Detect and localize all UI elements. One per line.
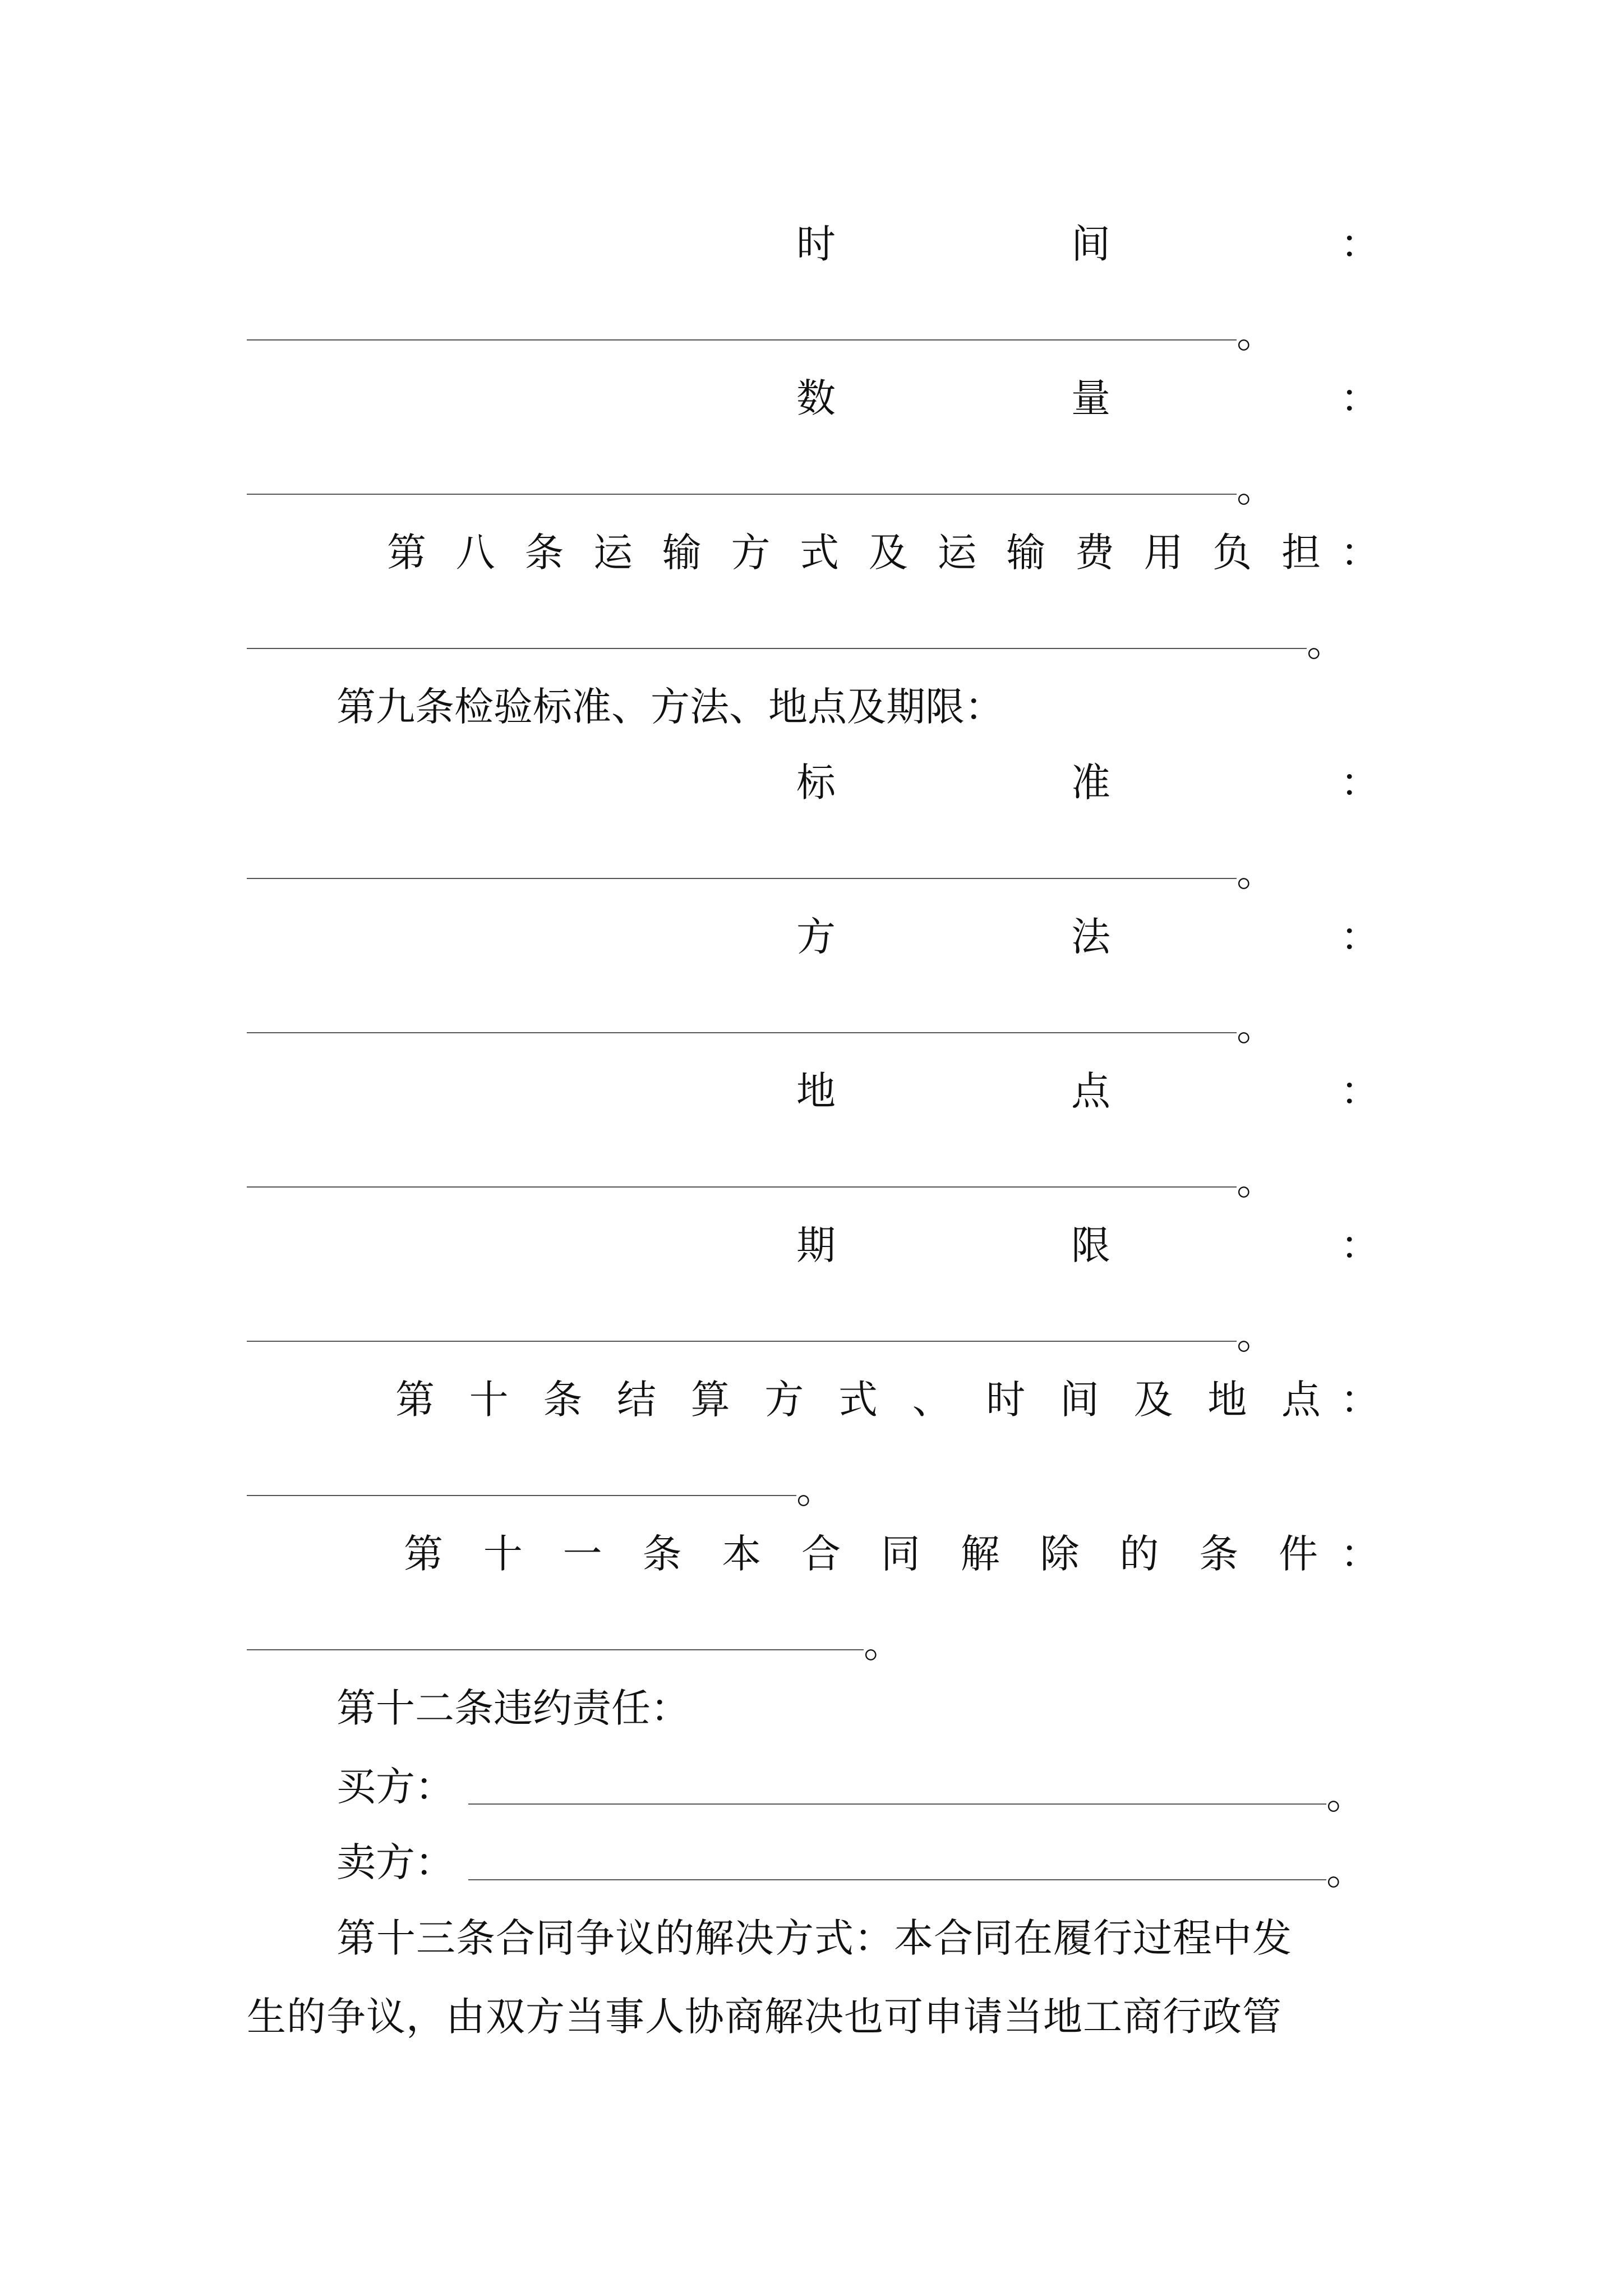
a8-char: 费	[1075, 530, 1114, 576]
a10-char: 第	[395, 1377, 435, 1423]
article-12-title: 第十二条违约责任：	[336, 1685, 690, 1731]
standard-blank-line[interactable]	[247, 878, 1237, 879]
method-label	[796, 909, 1110, 965]
a8-char: 输	[662, 530, 702, 576]
deadline-char-2: 限	[1071, 1222, 1110, 1268]
a10-char: 地	[1207, 1377, 1247, 1423]
time-colon: ：	[1340, 221, 1380, 267]
standard-char-2: 准	[1071, 760, 1110, 806]
buyer-period: 。	[1326, 1772, 1366, 1818]
article-8-colon: ：	[1340, 530, 1380, 576]
location-label	[796, 1063, 1110, 1119]
a11-char: 条	[1199, 1531, 1239, 1577]
location-colon: ：	[1340, 1068, 1380, 1114]
a11-char: 十	[483, 1531, 523, 1577]
a10-char: 算	[690, 1377, 730, 1423]
standard-period: 。	[1237, 849, 1276, 895]
deadline-colon: ：	[1340, 1222, 1380, 1268]
a11-char: 合	[801, 1531, 841, 1577]
a11-char: 解	[960, 1531, 1000, 1577]
a8-char: 条	[524, 530, 564, 576]
a10-char: 结	[616, 1377, 656, 1423]
location-blank-line[interactable]	[247, 1186, 1237, 1188]
article-8-blank-line[interactable]	[247, 648, 1307, 649]
location-char-1: 地	[796, 1068, 836, 1114]
a10-char: 、	[912, 1377, 952, 1423]
a11-char: 本	[722, 1531, 762, 1577]
a8-char: 方	[731, 530, 771, 576]
method-blank-line[interactable]	[247, 1032, 1237, 1033]
a11-char: 第	[404, 1531, 443, 1577]
quantity-label	[796, 370, 1110, 426]
a10-char: 及	[1133, 1377, 1173, 1423]
article-13-text-1: 第十三条合同争议的解决方式：本合同在履行过程中发	[336, 1915, 1292, 1961]
article-11-heading	[404, 1526, 1318, 1582]
article-13-line-1	[336, 1910, 1394, 1966]
method-char-2: 法	[1071, 914, 1110, 960]
a8-char: 运	[937, 530, 977, 576]
a10-char: 十	[469, 1377, 509, 1423]
time-blank-line[interactable]	[247, 339, 1237, 341]
time-period: 。	[1237, 311, 1276, 357]
quantity-blank-line[interactable]	[247, 494, 1237, 495]
a11-char: 条	[642, 1531, 682, 1577]
article-8-period: 。	[1307, 619, 1346, 665]
method-period: 。	[1237, 1004, 1276, 1050]
deadline-blank-line[interactable]	[247, 1341, 1237, 1342]
article-10-heading	[395, 1372, 1321, 1428]
a8-char: 输	[1006, 530, 1046, 576]
a11-char: 除	[1040, 1531, 1080, 1577]
time-label	[796, 216, 1110, 272]
article-8-heading	[387, 524, 1321, 581]
article-9-title: 第九条检验标准、方法、地点及期限：	[336, 684, 1004, 730]
a11-char: 一	[562, 1531, 602, 1577]
a11-char: 的	[1119, 1531, 1159, 1577]
a8-char: 担	[1281, 530, 1321, 576]
article-11-blank-line[interactable]	[247, 1649, 864, 1650]
location-char-2: 点	[1071, 1068, 1110, 1114]
a10-char: 方	[764, 1377, 804, 1423]
seller-label: 卖方：	[336, 1839, 454, 1885]
standard-colon: ：	[1340, 760, 1380, 806]
buyer-label: 买方：	[336, 1764, 454, 1810]
article-10-blank-line[interactable]	[247, 1495, 796, 1496]
time-char-2: 间	[1071, 221, 1110, 267]
buyer-blank-line[interactable]	[468, 1803, 1326, 1805]
seller-blank-line[interactable]	[468, 1879, 1326, 1880]
a10-char: 间	[1059, 1377, 1099, 1423]
location-period: 。	[1237, 1158, 1276, 1204]
a8-char: 运	[593, 530, 633, 576]
a8-char: 第	[387, 530, 426, 576]
article-13-line-2	[247, 1989, 1394, 2045]
a10-char: 条	[543, 1377, 583, 1423]
quantity-char-1: 数	[796, 375, 836, 421]
deadline-char-1: 期	[796, 1222, 836, 1268]
standard-label	[796, 754, 1110, 811]
a10-char: 点	[1281, 1377, 1321, 1423]
deadline-period: 。	[1237, 1312, 1276, 1358]
a10-char: 式	[838, 1377, 878, 1423]
a11-char: 件	[1278, 1531, 1318, 1577]
a8-char: 及	[868, 530, 908, 576]
method-char-1: 方	[796, 914, 836, 960]
quantity-period: 。	[1237, 465, 1276, 511]
article-10-colon: ：	[1340, 1377, 1380, 1423]
article-13-text-2: 生的争议，由双方当事人协商解决也可申请当地工商行政管	[247, 1994, 1282, 2040]
a10-char: 时	[986, 1377, 1026, 1423]
quantity-colon: ：	[1340, 375, 1380, 421]
method-colon: ：	[1340, 914, 1380, 960]
a8-char: 负	[1212, 530, 1252, 576]
quantity-char-2: 量	[1071, 375, 1110, 421]
a8-char: 八	[455, 530, 495, 576]
article-11-colon: ：	[1340, 1531, 1380, 1577]
a11-char: 同	[880, 1531, 920, 1577]
a8-char: 式	[800, 530, 840, 576]
article-11-period: 。	[864, 1621, 903, 1667]
time-char-1: 时	[796, 221, 836, 267]
article-10-period: 。	[796, 1466, 836, 1512]
a8-char: 用	[1144, 530, 1183, 576]
deadline-label	[796, 1217, 1110, 1273]
seller-period: 。	[1326, 1848, 1366, 1894]
standard-char-1: 标	[796, 760, 836, 806]
